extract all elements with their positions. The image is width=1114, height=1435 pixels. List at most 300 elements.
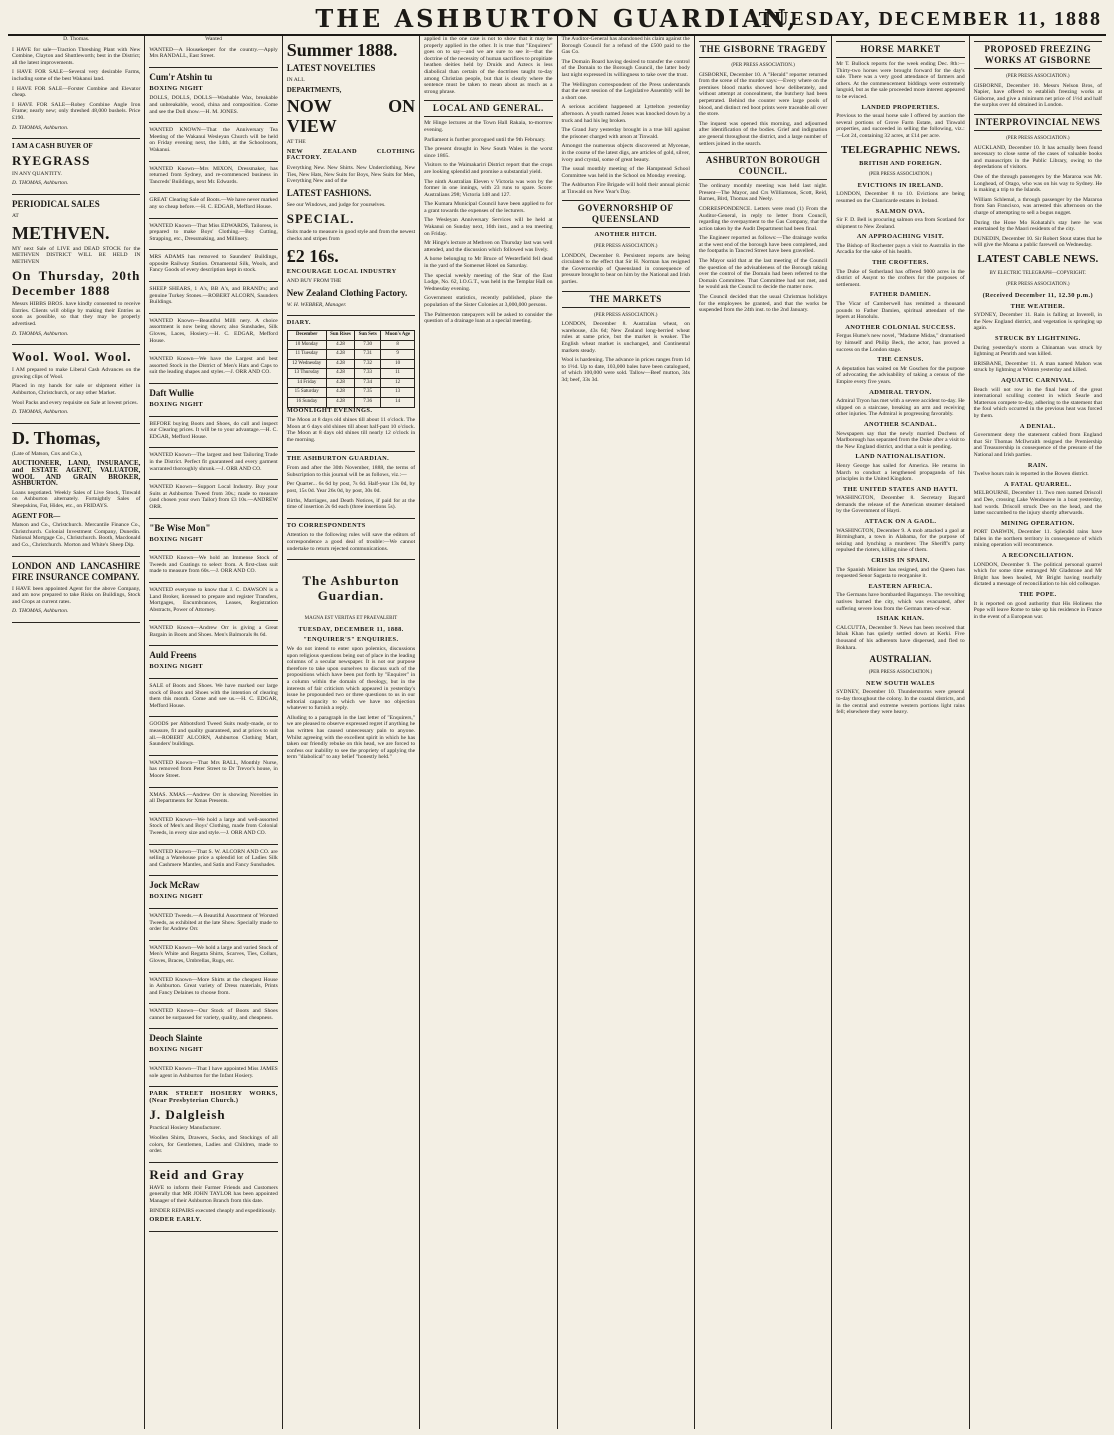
firm-name: D. Thomas. <box>63 36 90 42</box>
ad-text: WANTED KNOWN—That the Anniversary Tea Meeting of the Wakanui Wesleyan Church will be held on Friday evening next, the 14th, at the Schoolroom, Wakanui. <box>149 127 278 153</box>
classified-ad <box>149 193 277 218</box>
classified-ad <box>149 352 277 384</box>
ad-heading: New Zealand Clothing Factory. <box>286 287 408 298</box>
news-item: The Auditor-General has abandoned his claim against the Borough Council for a refund of the £500 paid to the Gas Co. <box>561 36 690 56</box>
suit-price: £2 16s. <box>286 245 339 266</box>
ad-text: AND BUY FROM THE <box>286 278 342 285</box>
news-item: AUCKLAND, December 10. It has actually been found necessary to close some of the cases of valuable books and manuscripts in the Public Library, owing to the depredations of visitors. <box>973 144 1102 171</box>
news-item: GISBORNE, December 10. Messrs Nelson Bros, of Napier, have offered to establish freezing works at Gisborne, and give a minimum net price of 1½d and half the surplus over 4d obtained in London. <box>973 82 1102 109</box>
news-item: LONDON, December 9. The political personal quarrel which for some time estranged Mr Gladstone and Mr Bright has been healed, Mr Bright having tearfully dictated a message of reconciliation to his old colleague. <box>973 561 1102 588</box>
section-heading: GOVERNORSHIP OF QUEENSLAND <box>562 200 690 228</box>
section-subheading: BY ELECTRIC TELEGRAPH—COPYRIGHT. <box>989 270 1087 276</box>
ad-text: WANTED Known—Andrew Orr is giving a Great Bargain in Boots and Shoes. Men's Balmorals 8s 6d. <box>149 625 278 638</box>
column-7 <box>832 36 969 1429</box>
news-heading: NEW SOUTH WALES <box>865 679 935 687</box>
classified-ad <box>149 646 277 679</box>
diary <box>287 316 415 451</box>
ad-text: WANTED Known—We have the Largest and best assorted Stock in the District of Men's Hats and Caps to suit the leading shapes and styles.—J. ORR AND CO. <box>149 356 278 376</box>
classified-ad <box>149 973 277 1005</box>
ad-text: GREAT Clearing Sale of Boots.—We have never marked any so cheap before.—H. C. EDGAR, Mefford House. <box>149 197 278 210</box>
diary-cell: 12 Wednesday <box>287 359 326 369</box>
ad-text: WANTED Known—That I have appointed Miss JAMES sole agent in Ashburton for the Infant Hosiery. <box>149 1066 278 1079</box>
masthead <box>8 4 1106 36</box>
column-4 <box>420 36 557 1429</box>
news-item: Mr T. Bullock reports for the week ending Dec. 8th:—Thirty-two horses were brought forward for the day's sale. There was a very good attendance of farmers and others. At the commencement biddings were extremely languid, but as the sale proceeded more interest appeared to be evinced. <box>836 61 965 100</box>
ad-subheading: NEW ZEALAND CLOTHING FACTORY. <box>286 147 416 162</box>
news-item: During the Hone Mo Kohatahi's stay here he was entertained by the Maori residents of the city. <box>973 219 1102 233</box>
diary-cell: 9 <box>381 350 415 360</box>
editorial-text: applied in the one case is not to show that it may be properly applied in the other. It is true that "Enquirers" goes on to say—and we are sure to see it—that the doctrine of the necessity of human sacrifices to propitiate heathen deities held by Druids and Aztecs is less diabolical than certain of the doctrines taught to-day among Christian people, but that is clearly where the sentence must be taken to mean about as much as a strong phrase. <box>424 36 553 95</box>
diary-cell: 10 <box>381 359 415 369</box>
classified-ad <box>149 551 277 583</box>
ad-text: IN ANY QUANTITY. <box>12 170 62 177</box>
editorial-flag: The Ashburton Guardian. <box>302 573 400 604</box>
news-item: The Wellington correspondent of the Press understands that the next session of the Legislative Assembly will be a short one. <box>561 81 690 101</box>
news-item: Mr Hinge's lecture at Methven on Thursday last was well attended, and the discussion which followed was lively. <box>424 240 553 253</box>
section-heading: LOCAL AND GENERAL. <box>424 100 552 117</box>
press-credit: (PER PRESS ASSOCIATION.) <box>868 670 933 676</box>
news-item: The Grand Jury yesterday brought in a true bill against the prisoner charged with arson at Tinwald. <box>561 127 690 140</box>
news-item: William Schlemal, a through passenger by the Mararoa from San Francisco, was arrested this afternoon on the charge of attempting to sell a bogus nugget. <box>973 196 1102 216</box>
news-item: The Ashburton Fire Brigade will hold their annual picnic at Tinwald on New Year's Day. <box>561 182 690 195</box>
news-item: Government statistics, recently published, place the population of the Sister Colonies at 3,000,000 persons. <box>424 295 553 308</box>
press-credit: (PER PRESS ASSOCIATION.) <box>1006 135 1070 141</box>
ad-text: XMAS. XMAS.—Andrew Orr is showing Novelties in all Departments for Xmas Presents. <box>149 791 278 805</box>
diary-row <box>287 388 414 398</box>
ad-heading: Auld Freens <box>149 650 197 661</box>
column-3 <box>283 36 420 1429</box>
newspaper-title: THE ASHBURTON GUARDIAN, <box>315 4 799 33</box>
ryegrass-ad <box>12 139 140 195</box>
diary-cell: Sun Sets <box>355 330 381 340</box>
news-item: Admiral Tryon has met with a severe accident to-day. He slipped on a staircase, breaking an arm and receiving other injuries. The Admiral is progressing favorably. <box>836 398 965 418</box>
newspaper-page <box>8 36 1106 1429</box>
news-item: The Council decided that the usual Christmas holidays for the employees be granted, and that the works be suspended from the 24th inst. to the 2nd January. <box>698 294 828 314</box>
news-item: Visitors to the Waimakariri District report that the crops are looking splendid and promise a substantial yield. <box>424 162 553 175</box>
ad-text: Loans negotiated. Weekly Sales of Live Stock, Tinwald on Ashburton alternately. Fortnightly Sales of Sheepskins, Fat, Hides, etc., on FRIDAYS. <box>12 489 141 509</box>
classified-ad <box>149 909 277 941</box>
ad-heading: J. Dalgleish <box>149 1107 226 1123</box>
news-item: It is reported on good authority that His Holiness the Pope will leave Rome to take up his residence in France in the event of a European war. <box>973 600 1102 620</box>
classified-ad <box>149 68 277 123</box>
news-heading: A DENIAL. <box>1019 422 1056 430</box>
news-heading: THE POPE. <box>1019 591 1057 599</box>
section-heading: INTERPROVINCIAL NEWS <box>974 114 1102 131</box>
news-item: LONDON, December 8 to 10. Evictions are being resumed on the Clanricarde estates in Ireland. <box>836 191 965 204</box>
diary-row <box>287 398 414 408</box>
column-2 <box>145 36 282 1429</box>
classified-ad <box>149 621 277 646</box>
ad-text: Matson and Co., Christchurch. Mercantile Finance Co., Christchurch. Colonial Investment Company, Dunedin. National Mortgage Co., Christchurch. Booth, Macdonald and Co., Christchurch. Morton and White's Sheep Dip. <box>12 522 141 548</box>
news-item: The Engineer reported as follows:—The drainage works at the west end of the borough have been completed, and the footpaths in Tancred Street have been gravelled. <box>698 235 828 255</box>
ad-subheading: BOXING NIGHT <box>149 663 204 671</box>
news-item: SYDNEY, December 10. Thunderstorms were general to-day throughout the colony. In the coastal districts, and in the central and extreme western portions light rains fell; elsewhere they were heavy. <box>836 689 965 716</box>
methven-sales-ad <box>12 195 140 345</box>
ad-text: BINDER REPAIRS executed cheaply and expeditiously. <box>149 1207 277 1214</box>
news-item: The Duke of Sutherland has offered 9000 acres in the district of Assynt to the crofters for the purposes of settlement. <box>836 268 965 288</box>
ad-text: IN ALL <box>286 77 305 83</box>
ad-text: DOLLS, DOLLS, DOLLS—Washable Wax, breakable and unbreakable, wood, china and composition. Come and see the Doll show.—H. M. JONES. <box>149 95 278 115</box>
ad-text: Wool Packs and every requisite on Sale at lowest prices. <box>12 399 138 406</box>
section-heading: HORSE MARKET <box>836 41 964 58</box>
classified-ad <box>149 941 277 973</box>
diary-row <box>287 369 414 379</box>
ad-text: Messrs HIBBS BROS. have kindly consented to receive Entries. Clients will oblige by making their Entries as soon as possible, so that they may be properly advertised. <box>12 301 141 328</box>
ad-text: WANTED Known—Beautiful Milli nery. A choice assortment is now being shown; also Sunshades, Silk Gloves, Laces, Hosiery.—H. C. EDGAR, Mefford House. <box>149 317 278 344</box>
news-heading: A FATAL QUARREL. <box>1004 480 1072 488</box>
ad-subheading: BOXING NIGHT <box>149 1046 204 1054</box>
ad-text: SALE of Boots and Shoes. We have marked our large stock of Boots and Shoes with the intention of clearing them this month. Come and see us.—H. C. EDGAR, Mefford House. <box>149 683 278 709</box>
ad-heading: Summer 1888. <box>286 40 398 60</box>
classified-ad <box>149 1029 277 1062</box>
classified-ad <box>149 876 277 909</box>
news-item: Sir F. D. Bell is procuring salmon ova from Scotland for shipment to New Zealand. <box>836 217 965 230</box>
ad-heading: Reid and Gray <box>149 1166 245 1182</box>
ad-text: DEPARTMENTS, <box>286 85 342 94</box>
news-item: The Bishop of Rochester pays a visit to Australia in the Arcadia for the sake of his health. <box>836 242 965 256</box>
news-item: The special weekly meeting of the Star of the East Lodge, No. 62, I.O.G.T., was held in the Templar Hall on Wednesday evening. <box>424 272 553 292</box>
insurance-ad <box>12 557 140 623</box>
ad-text: WANTED Known—Our Stock of Boots and Shoes cannot be surpassed for variety, quality, and cheapness. <box>149 1008 278 1021</box>
ad-text: I HAVE for sale—Traction Threshing Plant with New Combine, Clayton and Shuttleworth; best in the District; all the latest improvements. <box>12 46 141 66</box>
news-heading: ADMIRAL TRYON. <box>869 388 932 396</box>
news-heading: FATHER DAMIEN. <box>869 291 931 299</box>
notice-text: Attention to the following rules will save the editors of correspondence a good deal of trouble:—We cannot undertake to return rejected communications. <box>286 532 416 552</box>
ad-text: WANTED Known—That Miss EDWARDS, Tailoress, is prepared to make Boys' Clothing.—Boy Cutting, Strapping, etc., Dressmaking, and Millinery. <box>149 222 278 242</box>
wool-ad <box>12 345 140 424</box>
classified-ad <box>149 519 277 552</box>
news-item: The Vicar of Camberwell has remitted a thousand pounds to Father Damien, spiritual attendant of the lepers at Honolulu. <box>836 301 965 321</box>
classified-ad <box>149 1004 277 1029</box>
moon-title: MOONLIGHT EVENINGS. <box>286 406 373 414</box>
diary-cell: 14 Friday <box>287 378 326 388</box>
ad-heading: Cum'r Atshin tu <box>149 71 213 82</box>
news-item: Government deny the statement cabled from England that Sir Thomas McIlwraith resigned the Premiership and Treasurership in consequence of the pressure of the National and Irish parties. <box>973 432 1102 458</box>
diary-cell: 7.32 <box>355 359 381 369</box>
news-item: The ninth Australian Eleven v Victoria was won by the former in one innings, with 23 runs to spare. Score: Australians 298; Victoria 148 and 127. <box>424 178 553 198</box>
diary-cell: 7.30 <box>355 340 381 350</box>
news-item: DUNEDIN, December 10. Sir Robert Stout states that he will give the Moana a public farewell on Wednesday. <box>973 235 1102 249</box>
ad-subheading: ORDER EARLY. <box>149 1216 202 1224</box>
news-item: The Mayor said that at the last meeting of the Council the question of the advisableness of the Borough taking over the control of the Domain had been referred to the Domain Committee. That Committee had not met, and he would ask the Council to decide the matter now. <box>698 258 828 291</box>
classified-ad <box>149 679 277 717</box>
news-heading: ATTACK ON A GAOL. <box>864 518 937 526</box>
ad-text: Placed in my hands for sale or shipment either in Ashburton, Christchurch, or any other Market. <box>12 383 141 397</box>
news-heading: THE CROFTERS. <box>872 259 929 267</box>
section-heading: ASHBURTON BOROUGH COUNCIL. <box>699 152 827 180</box>
news-item: During yesterday's storm a Chinaman was struck by lightning at Penrith and was killed. <box>973 344 1102 358</box>
ad-text: WANTED Known—The largest and best Tailoring Trade in the District. Perfect fit guaranteed and every garment warranted thoroughly shrunk.—J. ORR AND CO. <box>149 452 278 472</box>
ad-text: WANTED Known—We hold an Immense Stock of Tweeds and Coatings to select from. A first-class suit made to measure from 60s.—J. ORR AND CO. <box>149 555 278 575</box>
diary-cell: 14 <box>381 398 415 408</box>
news-item: Parliament is further prorogued until the 9th February. <box>424 136 546 143</box>
classified-ad <box>149 845 277 877</box>
press-credit: (PER PRESS ASSOCIATION.) <box>1006 282 1070 288</box>
news-heading: THE WEATHER. <box>1010 302 1065 310</box>
section-heading: AUSTRALIAN. <box>869 654 932 665</box>
ad-text: WANTED Known—More Shirts at the cheapest House in Ashburton. Great variety of Dress materials, Prints and Fancy Delaines to choose from. <box>149 976 278 996</box>
diary-cell: 13 Thursday <box>287 369 326 379</box>
ad-text: WANTED Known—We hold a large and varied Stock of Men's White and Regatta Shirts, Scarves, Ties, Collars, Gloves, Braces, Umbrellas, Rugs, etc. <box>149 944 278 964</box>
diary-cell: 16 Sunday <box>287 398 326 408</box>
news-item: Mr Hinge lectures at the Town Hall Rakaia, to-morrow evening. <box>424 120 553 133</box>
editorial <box>287 573 415 761</box>
news-heading: ANOTHER COLONIAL SUCCESS. <box>845 323 956 331</box>
diary-cell: 11 Tuesday <box>287 350 326 360</box>
news-item: The ordinary monthly meeting was held last night. Present—The Mayor, and Crs Williamson, Scott, Reid, Barnes, Bird, Thomas and Neely. <box>698 183 828 203</box>
classified-ad <box>149 417 277 449</box>
correspondents-notice <box>287 519 415 560</box>
news-item: The Wesleyan Anniversary Services will be held at Wakanui on Sunday next, 16th inst., and a tea meeting on Friday. <box>424 217 553 237</box>
diary-cell: Sun Rises <box>326 330 355 340</box>
diary-row <box>287 359 414 369</box>
ad-text: I AM prepared to make Liberal Cash Advances on the growing clips of Wool. <box>12 367 141 380</box>
ad-signature: W. H. WEBBER, Manager. <box>286 301 347 308</box>
news-item: Newspapers say that the newly married Duchess of Marlborough has separated from the Duke after a visit to the New England district, and that a suit is pending. <box>836 430 965 450</box>
diary-table <box>287 330 415 408</box>
news-item: A deputation has waited on Mr Goschen for the purpose of advocating the advisability of taking a census of the Empire every five years. <box>836 365 965 385</box>
diary-cell: 10 Monday <box>287 340 326 350</box>
column-8 <box>970 36 1106 1429</box>
notice-title: TO CORRESPONDENTS <box>286 521 366 529</box>
classified-ad <box>149 1062 277 1087</box>
ad-text: SHEEP SHEARS, 1 A's, BB A's, and BRAND's; and genuine Turkey Stones.—ROBERT ALCORN, Saunders Buildings. <box>149 286 278 306</box>
ad-subheading: ENCOURAGE LOCAL INDUSTRY <box>286 267 397 275</box>
column-6 <box>695 36 832 1429</box>
ad-subheading: BOXING NIGHT <box>149 535 204 543</box>
news-item: Henry George has sailed for America. He returns in March to conduct a lengthened propaganda of his principles in the United Kingdom. <box>836 462 965 483</box>
news-item: CALCUTTA, December 9. News has been received that Ishak Khan has quietly settled down at Kerki. Five thousand of his adherents have dispersed, and fled to Bokhara. <box>836 624 965 651</box>
editorial-date: TUESDAY, DECEMBER 11, 1888. <box>298 625 404 633</box>
classified-ad <box>149 583 277 621</box>
diary-cell: 7.33 <box>355 369 381 379</box>
news-item: MELBOURNE, December 11. Two men named Driscoll and Dee, crossing Lake Wendouree in a boat yesterday, had words. Driscoll struck Dee on the head, and the latter succumbed to the injury shortly afterwards. <box>973 490 1102 517</box>
section-subheading: LANDED PROPERTIES. <box>861 103 940 111</box>
section-subheading: BRITISH AND FOREIGN. <box>859 159 942 167</box>
news-item: The Kumara Municipal Council have been applied to for a grant towards the expenses of the lecturers. <box>424 201 553 214</box>
section-heading: TELEGRAPHIC NEWS. <box>840 143 961 156</box>
classified-ad <box>149 448 277 480</box>
ad-text: WANTED Known—That Mrs BALL, Monthly Nurse, has removed from Peter Street to Dr Trevor's house, in Moore Street. <box>149 759 278 779</box>
ad-text: AGENT FOR— <box>12 511 61 520</box>
terms-text: Per Quarter... 6s 6d by post, 7s 6d. Half-year 13s 0d, by post, 15s 0d. Year 26s 0d, by post, 30s 0d. <box>286 481 416 494</box>
diary-cell: December <box>287 330 326 340</box>
section-heading: THE GISBORNE TRAGEDY <box>699 41 827 58</box>
news-item: A serious accident happened at Lyttelton yesterday afternoon. A youth named Jones was knocked down by a truck and had his leg broken. <box>561 104 690 124</box>
news-item: Wool is hardening. The advance in prices ranges from 1d to 1½d. Up to date, 103,000 bales have been catalogued, of which 100,000 were sold. Tallow—Beef mutton, 34s 3d; beef, 33s 3d. <box>561 357 690 383</box>
diary-row <box>287 340 414 350</box>
ad-heading: RYEGRASS <box>12 152 91 168</box>
diary-cell: Moon's Age <box>381 330 415 340</box>
ad-text: AUCTIONEER, LAND, INSURANCE, and ESTATE AGENT, VALUATOR, WOOL AND GRAIN BROKER, ASHBURTON. <box>12 459 141 488</box>
news-heading: SALMON OVA. <box>875 207 925 215</box>
ad-text: WANTED Tweeds.—A Beautiful Assortment of Worsted Tweeds, as exhibited at the late Show. Specially made to order for Andrew Orr. <box>149 912 278 933</box>
ad-heading: "Be Wise Mon" <box>149 522 211 533</box>
news-heading: MINING OPERATION. <box>1001 519 1075 527</box>
editorial-motto: MAGNA EST VERITAS ET PRAEVALEBIT <box>304 616 398 622</box>
news-item: LONDON, December 8. Persistent reports are being circulated to the effect that Sir H. Norman has resigned the Governorship of Queensland in consequence of pressure brought to bear on him by the National and Irish parties. <box>561 252 690 286</box>
news-heading: A RECONCILIATION. <box>1001 552 1074 560</box>
diary-cell: 4.28 <box>326 378 355 388</box>
ad-subheading: PARK STREET HOSIERY WORKS, (Near Presbyterian Church.) <box>149 1090 278 1104</box>
ad-heading: PERIODICAL SALES <box>12 198 100 209</box>
news-item: LONDON, December 8. Australian wheat, on warehouse, 43s 6d; New Zealand long-berried wheat rules at same price, but the market is weaker. The English wheat market is unchanged, and Continental markets steady. <box>561 321 690 354</box>
ad-text: AT THE <box>286 139 306 146</box>
section-heading: PROPOSED FREEZING WORKS AT GISBORNE <box>974 41 1102 69</box>
press-credit: (PER PRESS ASSOCIATION.) <box>868 172 933 178</box>
news-item: GISBORNE, December 10. A "Herald" reporter returned from the scene of the murder says:—Every where on the premises blood marks showed how deliberately, and without attempt at concealment, the butchery had been perpetrated. Behind the counter were large pools of blood, and distinct red boot prints were traceable all over the store. <box>698 71 828 118</box>
diary-cell: 11 <box>381 369 415 379</box>
ad-heading: METHVEN. <box>12 222 110 243</box>
ad-heading: Jock McRaw <box>149 880 200 891</box>
classified-ad <box>149 219 277 251</box>
thomas-firm-ad <box>12 424 140 557</box>
ad-signature: D. THOMAS, Ashburton. <box>12 330 69 337</box>
classified-ad <box>149 43 277 68</box>
diary-cell: 7.31 <box>355 350 381 360</box>
news-heading: RAIN. <box>1027 461 1048 469</box>
moon-text: The Moon at 8 days old shines till about 11 o'clock. The Moon at 6 days old shines till about half-past 10 o'clock. The Moon at 8 days old shines till nearly 12 o'clock in the morning. <box>286 417 416 444</box>
news-heading: THE UNITED STATES AND HAYTI. <box>842 485 958 493</box>
column-1 <box>8 36 145 1429</box>
news-item: Twelve hours rain is reported in the Bowen district. <box>973 471 1089 478</box>
section-subheading: ANOTHER HITCH. <box>594 231 657 239</box>
diary-cell: 15 Saturday <box>287 388 326 398</box>
news-item: Beach will not row in the final heat of the great international sculling contest in which Searle and Matterson compete to-day, adhering to the statement that the foul which occurred in the previous heat was forced by them. <box>973 386 1102 419</box>
diary-cell: 4.28 <box>326 398 355 408</box>
classified-ad <box>149 384 277 417</box>
classified-ad <box>149 162 277 194</box>
news-item: Fergus Hume's new novel, "Madame Midas," dramatised by himself and Philip Beck, the actor, has proved a success on the London stage. <box>836 333 965 353</box>
news-item: Previous to the usual horse sale I offered by auction the several portions of Grove Farm Estate, and Tinwald properties, and succeeded in selling the following, viz.:—Lot 24, containing 32 acres, at £14 per acre. <box>836 113 965 139</box>
ad-text: GOODS per Abbotsford Tweed Suits ready-made, or to measure, fit and quality guaranteed, and at prices to suit all.—ROBERT ALCORN, Ashburton Clothing Mart, Saunders' buildings. <box>149 721 278 748</box>
ad-lead: I AM A CASH BUYER OF <box>12 142 93 151</box>
diary-cell: 8 <box>381 340 415 350</box>
news-item: The inquest was opened this morning, and adjourned after identification of the bodies. Grief and indignation are general throughout the district, and a large number of settlers joined in the search. <box>698 120 828 147</box>
ad-text: I HAVE FOR SALE—Forster Combine and Elevator cheap. <box>12 85 141 99</box>
ad-text: I HAVE FOR SALE—Several very desirable Farms, including some of the best Wakanui land. <box>12 69 141 82</box>
classified-ad <box>149 123 277 161</box>
news-heading: LAND NATIONALISATION. <box>855 453 946 461</box>
ad-heading: LATEST NOVELTIES <box>286 63 376 73</box>
press-credit: (PER PRESS ASSOCIATION.) <box>593 312 658 318</box>
ad-heading: Wool. Wool. Wool. <box>12 349 132 365</box>
news-item: The Spanish Minister has resigned, and the Queen has requested Senor Sagasta to reorganise it. <box>836 566 965 580</box>
section-heading: THE MARKETS <box>562 291 690 308</box>
ad-heading: LONDON AND LANCASHIRE FIRE INSURANCE COMPANY. <box>12 560 141 582</box>
news-item: A horse belonging to Mr Bruce of Westerfield fell dead in the yard of the Somerset Hotel on Saturday. <box>424 256 553 270</box>
news-heading: STRUCK BY LIGHTNING. <box>994 335 1081 343</box>
classified-ad <box>149 250 277 282</box>
news-heading: CRISIS IN SPAIN. <box>871 557 930 565</box>
ad-signature: D. THOMAS, Ashburton. <box>12 180 69 187</box>
news-item: The Palmerston ratepayers will be asked to consider the question of a drainage loan at a special meeting. <box>424 311 553 325</box>
ad-heading: D. Thomas, <box>12 427 101 448</box>
received-time: (Received December 11, 12.30 p.m.) <box>982 292 1093 300</box>
ad-heading: LATEST FASHIONS. <box>286 187 372 198</box>
news-item: SYDNEY, December 11. Rain is falling at Inverell, in the New England district, and vegetation is springing up again. <box>973 312 1102 332</box>
diary-cell: 7.36 <box>355 398 381 408</box>
classified-ad <box>149 788 277 813</box>
editorial-title: "ENQUIRER'S" ENQUIRIES. <box>303 636 399 644</box>
ad-signature: D. THOMAS, Ashburton. <box>12 409 69 416</box>
ad-text: Practical Hosiery Manufacturer. <box>149 1125 221 1132</box>
thomas-sales-ad <box>12 43 140 140</box>
press-credit: (PER PRESS ASSOCIATION.) <box>1006 74 1070 79</box>
section-heading: LATEST CABLE NEWS. <box>977 252 1099 265</box>
sale-date: On Thursday, 20th December 1888 <box>12 268 141 299</box>
issue-date: TUESDAY, DECEMBER 11, 1888 <box>758 8 1102 30</box>
clothing-factory-ad <box>287 36 415 316</box>
diary-cell: 4.28 <box>326 350 355 360</box>
diary-cell: 12 <box>381 378 415 388</box>
ad-heading: Daft Wullie <box>149 388 194 398</box>
ad-text: I HAVE been appointed Agent for the above Company, and am now prepared to take Risks on Buildings, Stock and Crops at current rates. <box>12 585 141 605</box>
ad-text: See our Windows, and judge for yourselves. <box>286 201 386 208</box>
ad-text: WANTED Known—We hold a large and well-assorted Stock of Men's and Boys' Clothing, made from Colonial Tweeds, in every size and style.—J. ORR AND CO. <box>149 816 278 836</box>
ad-text: WANTED Known—That S. W. ALCORN AND CO. are selling a Warehouse price a splendid lot of Ladies Silk and Cashmere Mantles, and Satin and Fancy Sunshades. <box>149 848 278 868</box>
ad-text: MRS ADAMS has removed to Saunders' Buildings, opposite Railway Station. Ornamental Silk, Wools, and Fancy Goods of every description kept in stock. <box>149 254 278 274</box>
news-item: CORRESPONDENCE. Letters were read (1) From the Auditor-General, in reply to letter from Council, regarding the overpayment to the Gas Company, that the action taken by the Audit Department had been final. <box>698 205 828 232</box>
classified-ad <box>149 813 277 845</box>
ad-text: AT <box>12 212 19 219</box>
ad-subheading: BOXING NIGHT <box>149 401 204 408</box>
editorial-text: Alluding to a paragraph in the last letter of "Enquirers," we are pleased to observe expressed regret if anything he has written has caused unnecessary pain to anyone. Whilst agreeing with the excellent spirit in which he has taken our friendly rebuke on this head, we are forced to confess our inability to see the propriety of applying the term "diabolical" to any belief "honestly held." <box>286 714 416 761</box>
terms-title: THE ASHBURTON GUARDIAN. <box>286 454 390 462</box>
ad-heading: Deoch Slainte <box>149 1033 203 1044</box>
ad-heading: NOW ON VIEW <box>286 96 416 137</box>
ad-text: WANTED everyone to know that J. C. DAWSON is a Land Broker, licensed to prepare and register Transfers, Mortgages, Encumbrances, Leases, Registration Abstracts, Power of Attorney. <box>149 586 278 613</box>
diary-header-row <box>287 330 414 340</box>
news-heading: THE CENSUS. <box>877 356 924 364</box>
news-item: Amongst the numerous objects discovered at Mycenae, in the course of the latest digs, are articles of gold, silver, ivory and crystal, some of great beauty. <box>561 143 690 163</box>
ad-text: Everything New. New Shirts. New Underclothing, New Ties, New Hats, New Suits for Boys, New Suits for Men, Everything New and of the <box>286 164 416 185</box>
ad-signature: D. THOMAS, Ashburton. <box>12 124 69 131</box>
diary-cell: 4.28 <box>326 359 355 369</box>
subscription-terms <box>287 452 415 519</box>
classified-ad <box>149 314 277 352</box>
ad-text: BEFORE buying Boots and Shoes, do call and inspect our Clearing prices. It will be to your advantage.—H. C. EDGAR, Mefford House. <box>149 420 278 440</box>
ad-heading: SPECIAL. <box>286 211 355 227</box>
ad-text: Woollen Shirts, Drawers, Socks, and Stockings of all colors, for Gentlemen, Ladies and Children, made to order. <box>149 1135 278 1155</box>
diary-cell: 7.34 <box>355 378 381 388</box>
classified-ad <box>149 282 277 314</box>
press-credit: (PER PRESS ASSOCIATION.) <box>731 63 795 68</box>
classified-ad <box>149 717 277 755</box>
classified-ad <box>149 480 277 518</box>
news-heading: ISHAK KHAN. <box>876 615 925 623</box>
diary-title: DIARY. <box>286 319 311 327</box>
terms-text: From and after the 30th November, 1888, the terms of Subscription to this journal will be as follows, viz.:— <box>286 465 416 478</box>
terms-text: Births, Marriages, and Death Notices, if paid for at the time of insertion 2s 6d each (three insertions 5s). <box>286 497 416 511</box>
diary-cell: 7.35 <box>355 388 381 398</box>
reid-gray-ad <box>149 1163 277 1232</box>
ad-text: WANTED Known—Support Local Industry. Buy your Suits at Ashburton Tweed from 30s.; made to measure (and chosen your own Tailor) from £3 10s.—ANDREW ORR. <box>149 484 278 510</box>
classified-ad <box>149 756 277 788</box>
news-item: BRISBANE, December 11. A man named Mahon was struck by lightning at Winton yesterday and killed. <box>973 360 1102 374</box>
section-label: Wanted <box>205 36 223 42</box>
ad-text: I HAVE FOR SALE—Robey Combine Angle Iron Frame; nearly new; only threshed 48,000 bushels. Price £190. <box>12 101 141 121</box>
diary-cell: 4.28 <box>326 388 355 398</box>
ad-text: HAVE to inform their Farmer Friends and Customers generally that MR JOHN TAYLOR has been appointed Manager of their Ashburton Branch from this date. <box>149 1184 278 1204</box>
news-item: WASHINGTON, December 8. Secretary Bayard demands the release of the American steamer detained by the Government of Hayti. <box>836 495 965 515</box>
news-heading: EASTERN AFRICA. <box>868 582 933 590</box>
news-heading: AQUATIC CARNIVAL. <box>1001 377 1075 384</box>
news-heading: ANOTHER SCANDAL. <box>864 420 937 428</box>
ad-text: (Late of Matson, Cox and Co.), <box>12 450 83 457</box>
news-item: The present drought in New South Wales is the worst since 1865. <box>424 146 553 159</box>
diary-row <box>287 378 414 388</box>
